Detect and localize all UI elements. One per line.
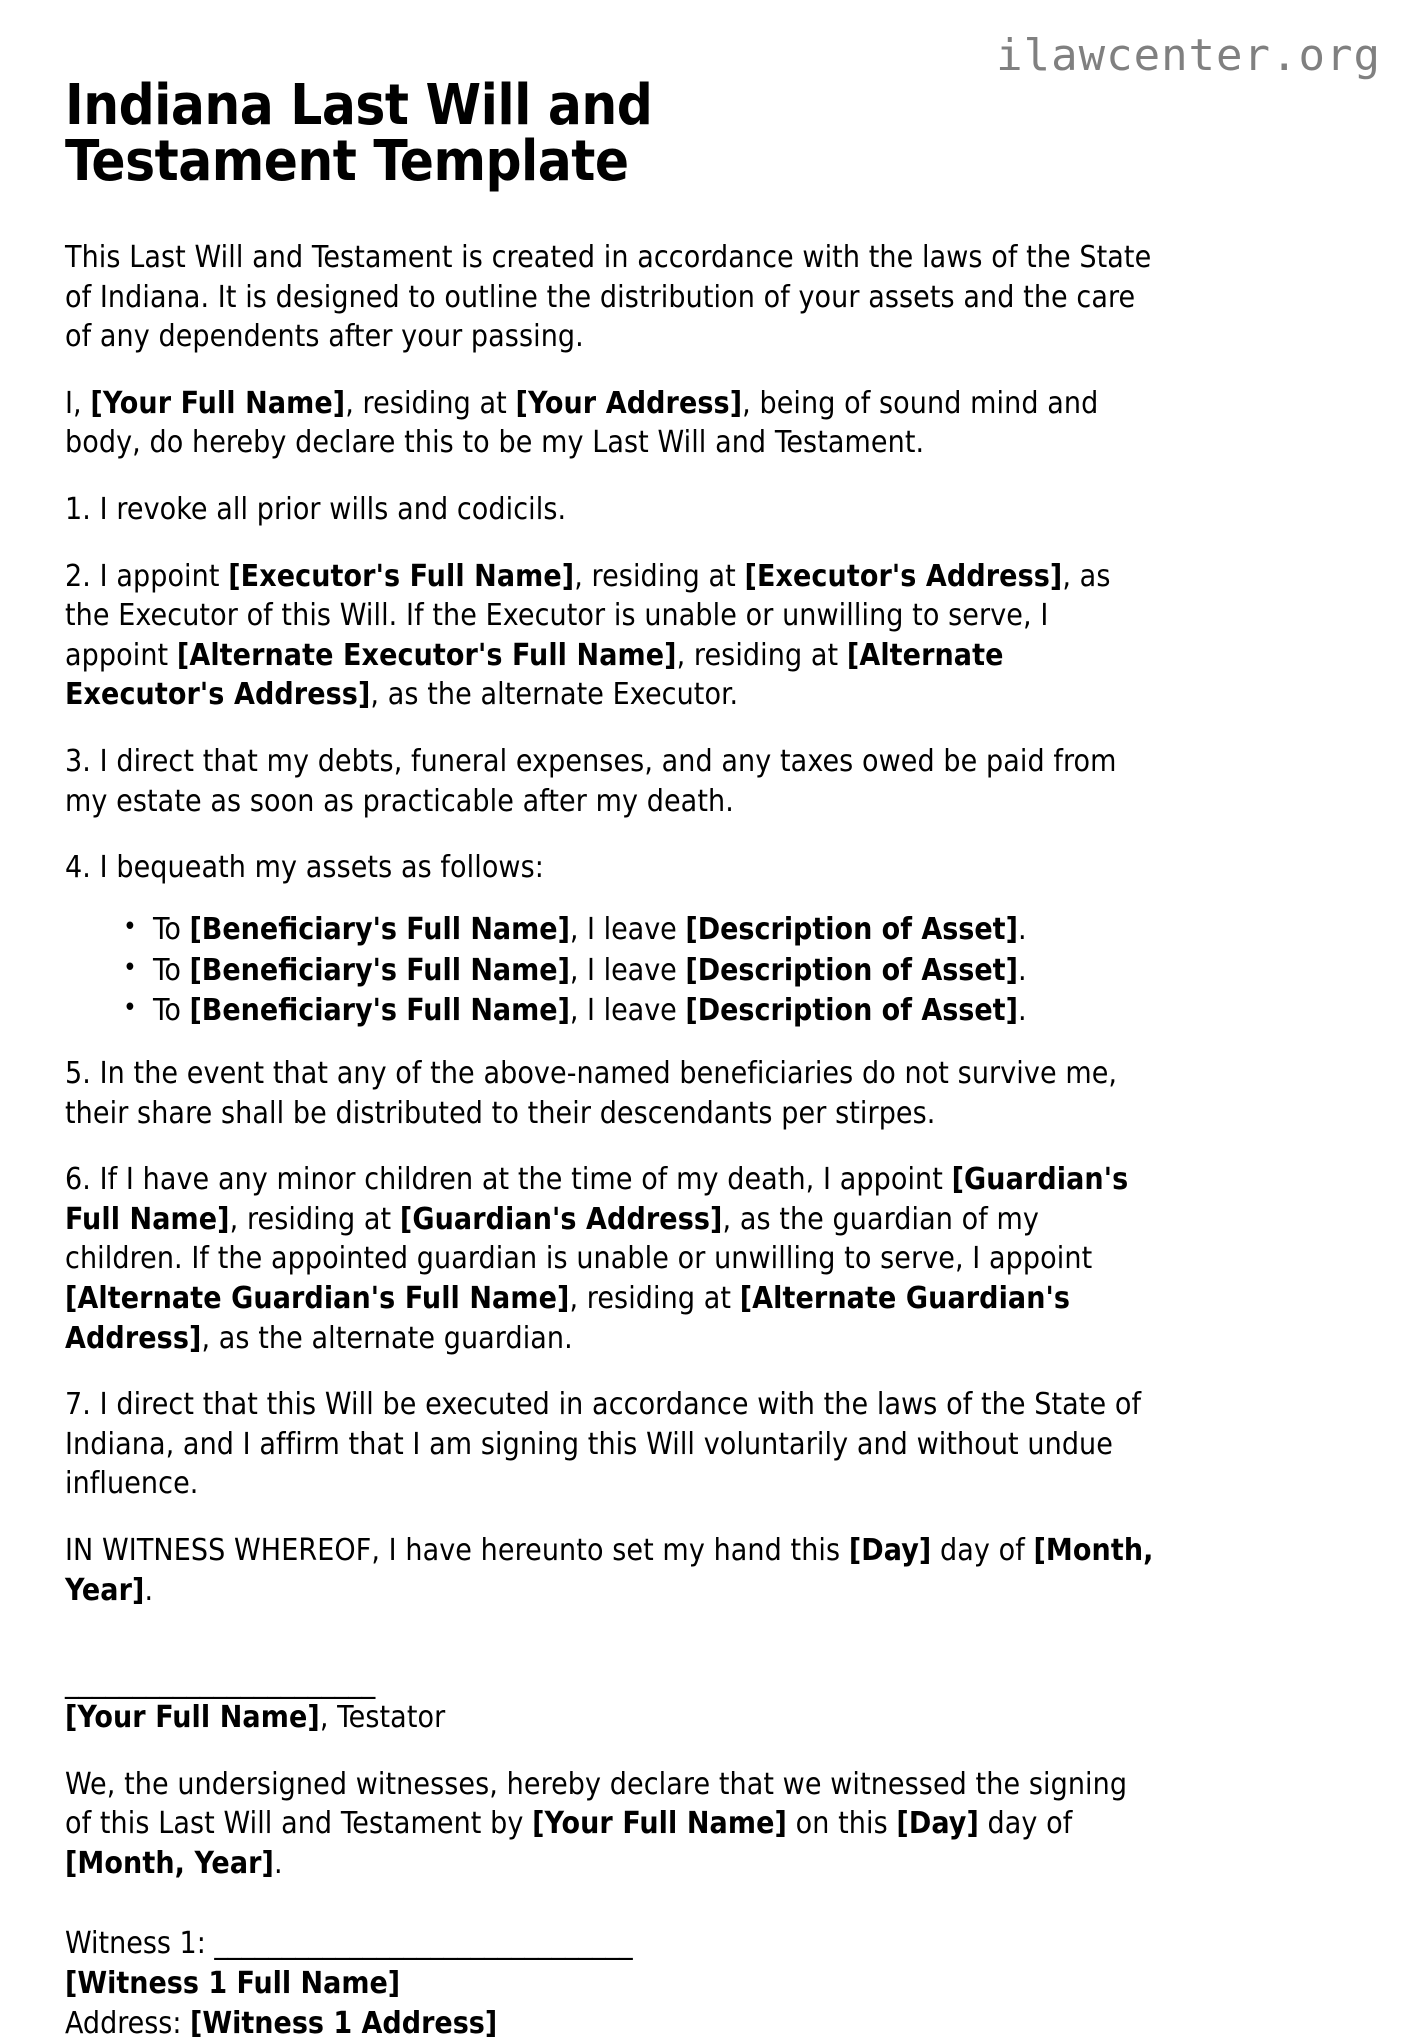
placeholder-witness-1-full-name: [Witness 1 Full Name] [65, 1965, 401, 2001]
list-item [153, 951, 1155, 992]
witness-1-block [65, 1924, 1155, 2044]
placeholder-witness-1-address: [Witness 1 Address] [190, 2005, 498, 2041]
placeholder-month-year: [Month, Year] [65, 1846, 274, 1882]
clause-3: 3. I direct that my debts, funeral expenses, and any taxes owed be paid from my estate as soon as practicable after my death. [65, 743, 1117, 819]
bequest-text-3: . [1017, 993, 1027, 1029]
testator-role: , Testator [319, 1700, 446, 1736]
clause-1: 1. I revoke all prior wills and codicils. [65, 491, 567, 527]
clause-6-text-2: , residing at [229, 1201, 400, 1237]
witness-1-name [65, 1964, 1155, 2004]
bequest-text-2: , I leave [569, 911, 686, 947]
declaration-text-1: I, [65, 385, 91, 421]
placeholder-day: [Day] [848, 1533, 932, 1569]
placeholder-description-of-asset: [Description of Asset] [685, 993, 1018, 1029]
clause-2-text-4: , residing at [676, 637, 847, 673]
placeholder-your-full-name: [Your Full Name] [532, 1806, 787, 1842]
bequest-list [65, 910, 1155, 1032]
placeholder-executor-address: [Executor's Address] [744, 558, 1063, 594]
witness-1-rule: _______________________________ [214, 1925, 633, 1961]
clause-6-text-5: , as the alternate guardian. [201, 1320, 573, 1356]
placeholder-beneficiary-full-name: [Beneficiary's Full Name] [189, 911, 570, 947]
witness-statement [65, 1765, 1155, 1884]
attestation-text-1: IN WITNESS WHEREOF, I have hereunto set my hand this [65, 1533, 849, 1569]
witness-statement-text-2: on this [786, 1806, 897, 1842]
clause-4: 4. I bequeath my assets as follows: [65, 850, 544, 886]
clause-2-text-2: , residing at [574, 558, 745, 594]
bequest-text-3: . [1017, 911, 1027, 947]
placeholder-alternate-executor-address: [Alternate Executor's Address] [65, 637, 1004, 713]
clause-2-text-1: 2. I appoint [65, 558, 229, 594]
clause-2-text-5: , as the alternate Executor. [370, 677, 739, 713]
placeholder-your-address: [Your Address] [515, 385, 743, 421]
signature-line: _______________________ [65, 1665, 376, 1701]
placeholder-alternate-executor-full-name: [Alternate Executor's Full Name] [176, 637, 677, 673]
witness-1-address-row [65, 2004, 1155, 2044]
witness-statement-text-4: . [274, 1846, 283, 1882]
placeholder-your-full-name: [Your Full Name] [90, 385, 346, 421]
bequest-text-1: To [153, 993, 190, 1029]
attestation-paragraph [65, 1531, 1155, 1610]
testator-signature-label [65, 1698, 1155, 1738]
clause-6-text-1: 6. If I have any minor children at the time of my death, I appoint [65, 1162, 952, 1198]
bequest-text-2: , I leave [569, 993, 686, 1029]
attestation-text-3: . [144, 1572, 154, 1608]
placeholder-guardian-full-name: [Guardian's Full Name] [65, 1162, 1129, 1237]
clause-7: 7. I direct that this Will be executed in accordance with the laws of the State of Indiana, and I affirm that I am signing this Will voluntarily and without undue influence. [65, 1387, 1142, 1502]
bequest-text-2: , I leave [569, 952, 686, 988]
clause-6-text-3: , as the guardian of my children. If the appointed guardian is unable or unwilling to serve, I appoint [65, 1201, 1093, 1277]
bequest-text-1: To [153, 952, 190, 988]
placeholder-description-of-asset: [Description of Asset] [685, 952, 1018, 988]
witness-statement-text-3: day of [978, 1806, 1073, 1842]
clause-2-text-3: , as the Executor of this Will. If the Executor is unable or unwilling to serve, I appoint [65, 558, 1111, 673]
witness-1-address-label: Address: [65, 2005, 191, 2041]
witness-statement-text-1: We, the undersigned witnesses, hereby declare that we witnessed the signing of this Last Will and Testament by [65, 1766, 1128, 1842]
placeholder-description-of-asset: [Description of Asset] [685, 911, 1018, 947]
witness-1-signature-line [65, 1924, 1155, 1964]
placeholder-beneficiary-full-name: [Beneficiary's Full Name] [189, 952, 570, 988]
intro-paragraph: This Last Will and Testament is created in accordance with the laws of the State of Indiana. It is designed to outline the distribution of your assets and the care of any dependents after your passing. [65, 240, 1152, 355]
bequest-text-1: To [153, 911, 190, 947]
clause-2 [65, 557, 1155, 715]
declaration-text-3: , being of sound mind and body, do hereby declare this to be my Last Will and Testament. [65, 385, 1099, 461]
clause-6 [65, 1160, 1155, 1358]
placeholder-guardian-address: [Guardian's Address] [399, 1201, 723, 1237]
declaration-paragraph [65, 384, 1155, 463]
bequest-text-3: . [1017, 952, 1027, 988]
clause-6-text-4: , residing at [569, 1281, 740, 1317]
page-title: Indiana Last Will and Testament Template [65, 73, 653, 194]
document-body [65, 73, 1155, 2044]
attestation-text-2: day of [931, 1533, 1034, 1569]
placeholder-alternate-guardian-full-name: [Alternate Guardian's Full Name] [65, 1281, 570, 1317]
placeholder-day: [Day] [896, 1806, 979, 1842]
placeholder-executor-full-name: [Executor's Full Name] [228, 558, 575, 594]
witness-1-label: Witness 1: [65, 1925, 215, 1961]
placeholder-beneficiary-full-name: [Beneficiary's Full Name] [189, 993, 570, 1029]
placeholder-month-year: [Month, Year] [65, 1533, 1154, 1608]
clause-5: 5. In the event that any of the above-named beneficiaries do not survive me, their share shall be distributed to their descendants per stirpes. [65, 1056, 1118, 1131]
placeholder-alternate-guardian-address: [Alternate Guardian's Address] [65, 1281, 1071, 1356]
declaration-text-2: , residing at [345, 385, 516, 421]
site-watermark: ilawcenter.org [996, 30, 1381, 81]
list-item [153, 910, 1155, 951]
placeholder-your-full-name: [Your Full Name] [65, 1700, 320, 1736]
list-item [153, 991, 1155, 1032]
